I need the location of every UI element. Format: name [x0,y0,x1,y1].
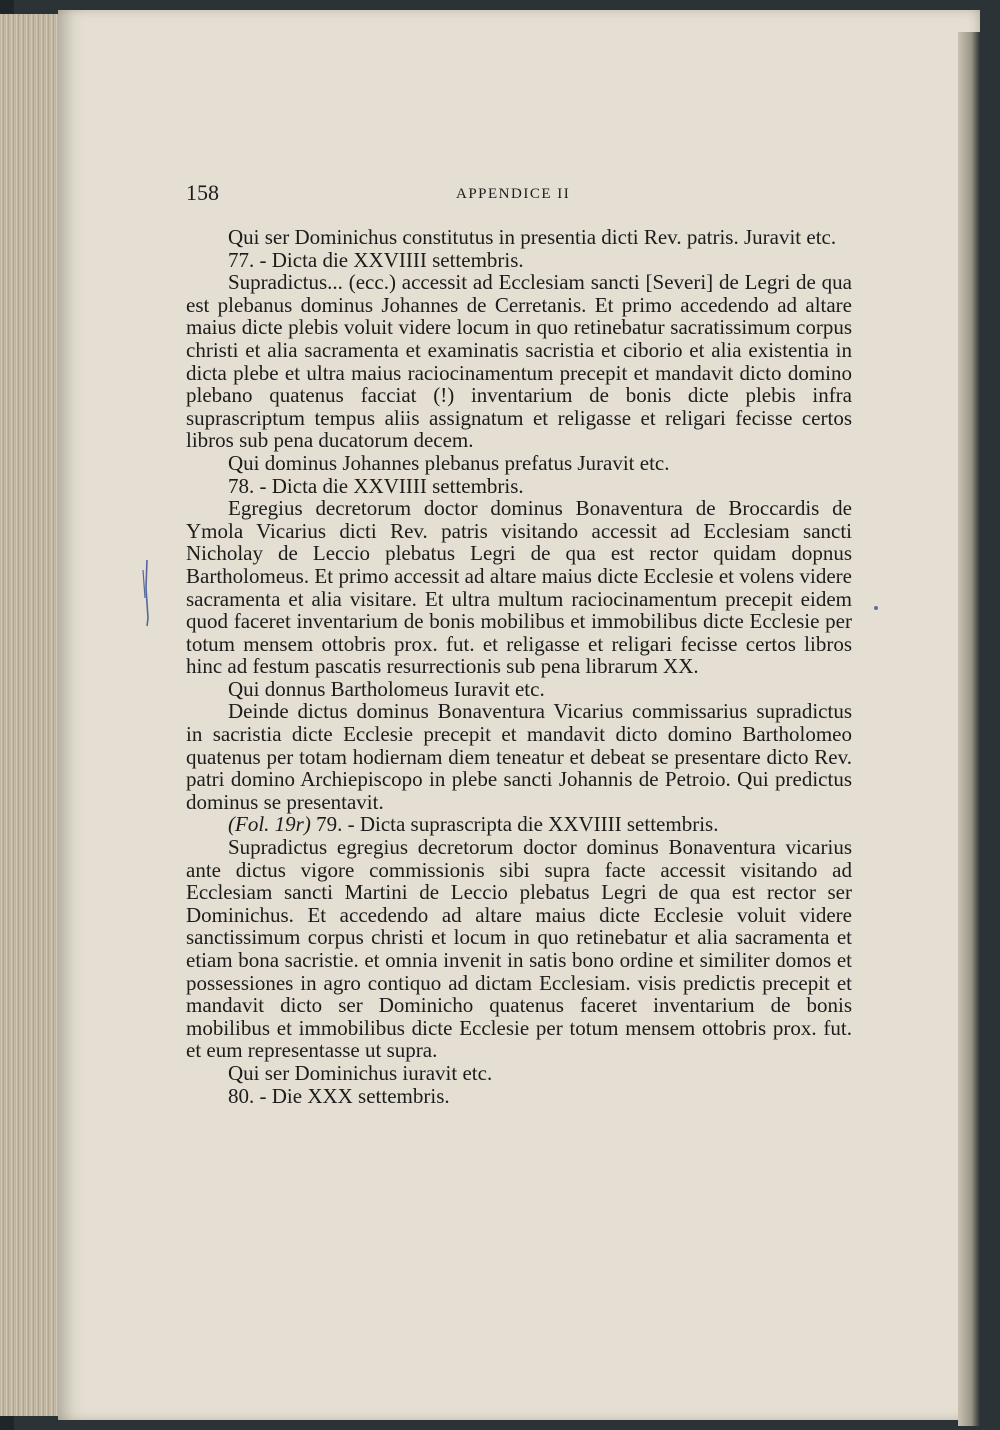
entry-heading [186,813,852,836]
page-number: 158 [186,180,219,205]
ink-dot [874,606,878,610]
paragraph: Qui ser Dominichus iuravit etc. [228,1060,493,1085]
entry-heading: 77. - Dicta die XXVIIII settembris. [228,247,524,272]
running-head: APPENDICE II [456,186,571,202]
paragraph: Qui ser Dominichus constitutus in presentia dicti Rev. patris. Juravit etc. [228,225,837,249]
folio-label: (Fol. 19r) [228,812,311,837]
pencil-margin-mark-icon [140,558,154,628]
paragraph: Supradictus... (ecc.) accessit ad Ecclesiam sancti [Severi] de Legri de qua est plebanus dominus Johannes de Cerretanis. Et primo accedendo ad altare maius dicte plebis voluit videre locum in quo retinebatur sacratissimum corpus christi et alia sacramenta et examinatis sacristia et ciborio et alia existentia in dicta plebe et ultra maius raciocinamentum precepit et mandavit dicto domino plebano quatenus facciat (!) inventarium de bonis dicte plebis infra suprascriptum tempus aliis assignatum et religasse et religari fecisse certos libros sub pena ducatorum decem. [186,270,852,453]
entry-heading: 80. - Die XXX settembris. [228,1083,450,1108]
paragraph: Qui dominus Johannes plebanus prefatus Juravit etc. [228,450,670,475]
page-header [186,180,852,210]
paragraph: Egregius decretorum doctor dominus Bonaventura de Broccardis de Ymola Vicarius dicti Rev. patris visitando accessit ad Ecclesiam sancti Nicholay de Leccio plebatus Legri de qua est rector quidam dopnus Bartholomeus. Et primo accessit ad altare maius dicte Ecclesie et volens videre sacramenta et alia visitare. Et ultra multum raciocinamentum precepit eidem quod faceret inventarium de bonis mobilibus et immobilibus dicte Ecclesie per totum mensem ottobris prox. fut. et religasse et religari fecisse certos libros hinc ad festum pascatis resurrectionis sub pena librarum XX. [186,496,852,679]
page-gutter [958,32,980,1426]
page-edges [0,14,66,1416]
paragraph: Supradictus egregius decretorum doctor dominus Bonaventura vicarius ante dictus vigore commissionis sibi supra facte accessit visitando ad Ecclesiam sancti Martini de Leccio plebatus Legri de qua est rector ser Dominichus. Et accedendo ad altare maius dicte Ecclesie voluit videre sanctissimum corpus christi et locum in quo retinebatur et alia sacramenta et etiam bona sacristie. et omnia invenit in satis bono ordine et similiter domos et possessiones in agro contiquo ad dictam Ecclesiam. visis predictis precepit et mandavit dicto ser Dominicho quatenus faceret inventarium de bonis mobilibus et immobilibus dicte Ecclesie per totum mensem ottobris prox. fut. et eum representasse ut supra. [186,835,852,1063]
paragraph: Deinde dictus dominus Bonaventura Vicarius commissarius supradictus in sacristia dicte Ecclesie precepit et mandavit dicto domino Bartholomeo quatenus per totam hodiernam diem teneatur et debeat se presentare dicto Rev. patri domino Archiepiscopo in plebe sancti Johannis de Petroio. Qui predictus dominus se presentavit. [186,699,852,814]
entry-heading: 78. - Dicta die XXVIIII settembris. [228,473,524,498]
entry-heading-text: 79. - Dicta suprascripta die XXVIIII settembris. [316,812,719,837]
paragraph: Qui donnus Bartholomeus Iuravit etc. [228,676,545,701]
body-text [186,226,852,1107]
